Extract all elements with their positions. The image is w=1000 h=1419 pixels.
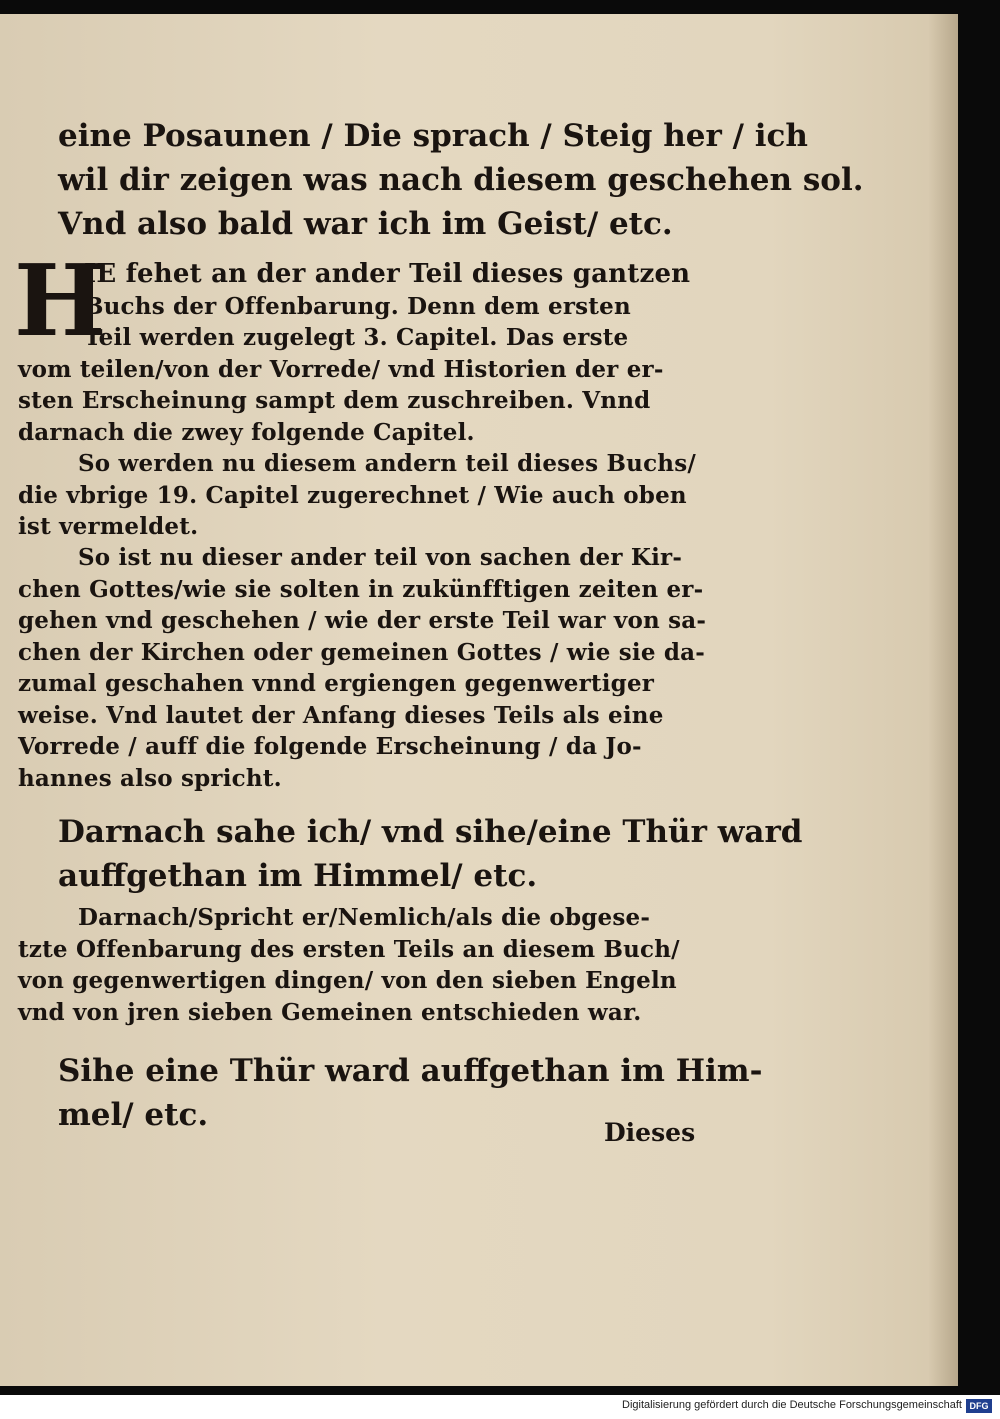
book-page bbox=[0, 14, 958, 1386]
commentary-line: vom teilen/von der Vorrede/ vnd Historien der er- bbox=[18, 355, 664, 383]
commentary-block-3 bbox=[18, 542, 706, 794]
drop-cap-initial: H bbox=[14, 244, 107, 359]
commentary-line: chen der Kirchen oder gemeinen Gottes / wie sie da- bbox=[18, 638, 706, 666]
catchword: Dieses bbox=[604, 1118, 696, 1147]
commentary-line: ist vermeldet. bbox=[18, 513, 199, 540]
dfg-logo: DFG bbox=[966, 1399, 992, 1413]
commentary-line: darnach die zwey folgende Capitel. bbox=[18, 418, 475, 446]
commentary-line: vnd von jren sieben Gemeinen entschieden war. bbox=[18, 998, 642, 1026]
verse-line: Sihe eine Thür ward auffgethan im Him- bbox=[58, 1053, 763, 1089]
commentary-block-4 bbox=[18, 902, 680, 1028]
funding-credit: Digitalisierung gefördert durch die Deutsche Forschungsgemeinschaft bbox=[622, 1399, 962, 1411]
footer-bar bbox=[0, 1395, 1000, 1419]
verse-line: wil dir zeigen was nach diesem geschehen sol. bbox=[58, 162, 864, 198]
verse-block-2 bbox=[58, 810, 802, 898]
commentary-line: hannes also spricht. bbox=[18, 764, 282, 792]
commentary-line: sten Erscheinung sampt dem zuschreiben. Vnnd bbox=[18, 387, 651, 414]
commentary-line: Teil werden zugelegt 3. Capitel. Das erste bbox=[84, 324, 629, 351]
commentary-line: Buchs der Offenbarung. Denn dem ersten bbox=[84, 292, 631, 320]
commentary-line: die vbrige 19. Capitel zugerechnet / Wie auch oben bbox=[18, 481, 687, 509]
commentary-line: Darnach/Spricht er/Nemlich/als die obgese- bbox=[78, 904, 651, 931]
commentary-line: So werden nu diesem andern teil dieses Buchs/ bbox=[78, 450, 696, 477]
verse-line: mel/ etc. bbox=[58, 1097, 209, 1133]
commentary-line: chen Gottes/wie sie solten in zukünfftigen zeiten er- bbox=[18, 575, 704, 603]
commentary-line: von gegenwertigen dingen/ von den sieben Engeln bbox=[18, 967, 677, 994]
verse-line: eine Posaunen / Die sprach / Steig her / ich bbox=[58, 118, 808, 154]
verse-line: auffgethan im Himmel/ etc. bbox=[58, 858, 538, 894]
commentary-line: IE fehet an der ander Teil dieses gantzen bbox=[84, 259, 691, 289]
commentary-line: tzte Offenbarung des ersten Teils an diesem Buch/ bbox=[18, 935, 680, 963]
verse-block-1 bbox=[58, 114, 864, 246]
verse-line: Darnach sahe ich/ vnd sihe/eine Thür ward bbox=[58, 814, 803, 850]
commentary-line: Vorrede / auff die folgende Erscheinung / da Jo- bbox=[18, 733, 642, 760]
commentary-block-1 bbox=[14, 244, 958, 448]
verse-line: Vnd also bald war ich im Geist/ etc. bbox=[58, 206, 673, 242]
commentary-line: So ist nu dieser ander teil von sachen der Kir- bbox=[78, 544, 683, 571]
commentary-line: weise. Vnd lautet der Anfang dieses Teils als eine bbox=[18, 701, 664, 729]
commentary-line: gehen vnd geschehen / wie der erste Teil war von sa- bbox=[18, 607, 707, 634]
commentary-block-2 bbox=[18, 448, 696, 543]
commentary-line: zumal geschahen vnnd ergiengen gegenwertiger bbox=[18, 670, 655, 697]
